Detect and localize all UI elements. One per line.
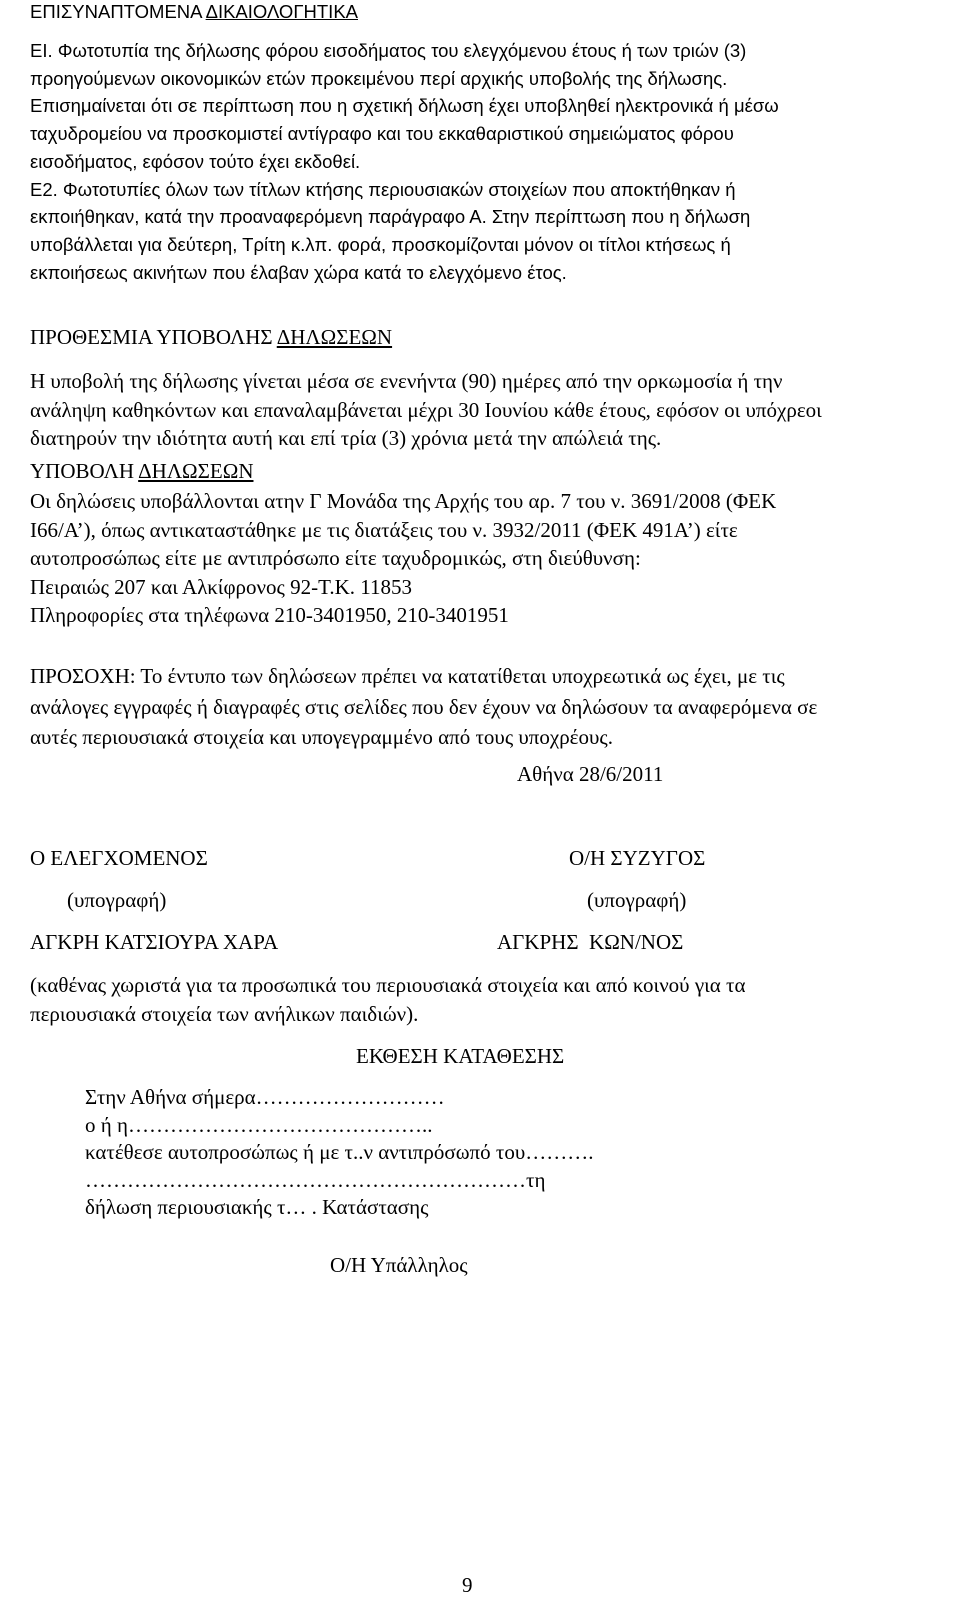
place-date: Αθήνα 28/6/2011	[517, 762, 664, 786]
submission-line: Ι66/Α’), όπως αντικαταστάθηκε με τις διατάξεις του ν. 3932/2011 (ΦΕΚ 491Α’) είτε	[30, 517, 738, 542]
notice-line: αυτές περιουσιακά στοιχεία και υπογεγραμμένο από τους υποχρέους.	[30, 725, 613, 749]
submission-line: Πληροφορίες στα τηλέφωνα 210-3401950, 210-3401951	[30, 603, 509, 627]
signature-note	[30, 971, 935, 1028]
deadline-heading-prefix: ΠΡΟΘΕΣΜΙΑ ΥΠΟΒΟΛΗΣ	[30, 325, 277, 349]
clerk-title: Ο/Η Υπάλληλος	[330, 1253, 468, 1277]
deposit-line: Στην Αθήνα σήμερα………………………	[85, 1085, 445, 1109]
page-number: 9	[462, 1573, 473, 1597]
deadline-text	[30, 367, 935, 453]
deadline-line: Η υποβολή της δήλωσης γίνεται μέσα σε ενενήντα (90) ημέρες από την ορκωμοσία ή την	[30, 369, 783, 393]
signature-left-role: Ο ΕΛΕΓΧΟΜΕΝΟΣ	[30, 846, 208, 870]
signature-right-name: ΑΓΚΡΗΣ ΚΩΝ/ΝΟΣ	[497, 930, 684, 954]
submission-line: Οι δηλώσεις υποβάλλονται ατην Γ Μονάδα της Αρχής του αρ. 7 του ν. 3691/2008 (ΦΕΚ	[30, 489, 777, 513]
deposit-line: δήλωση περιουσιακής τ… . Κατάστασης	[85, 1195, 429, 1219]
submission-line: Πειραιώς 207 και Αλκίφρονος 92-Τ.Κ. 11853	[30, 574, 412, 599]
attachment-line: ταχυδρομείου να προσκομιστεί αντίγραφο και του εκκαθαριστικού σημειώματος φόρου	[30, 123, 734, 145]
attachment-line: εισοδήματος, εφόσον τούτο έχει εκδοθεί.	[30, 150, 361, 172]
attachment-line: υποβάλλεται για δεύτερη, Τρίτη κ.λπ. φορά, προσκομίζονται μόνον οι τίτλοι κτήσεως ή	[30, 233, 731, 255]
attachments-title-underlined: ΔΙΚΑΙΟΛΟΓΗΤΙΚΑ	[205, 1, 358, 22]
submission-line: αυτοπροσώπως είτε με αντιπρόσωπο είτε ταχυδρομικώς, στη διεύθυνση:	[30, 546, 641, 570]
deposit-line: κατέθεσε αυτοπροσώπως ή με τ..ν αντιπρόσωπό του……….	[85, 1140, 594, 1164]
deadline-heading-underlined: ΔΗΛΩΣΕΩΝ	[276, 325, 393, 349]
notice-line: ΠΡΟΣΟΧΗ: Το έντυπο των δηλώσεων πρέπει να κατατίθεται υποχρεωτικά ως έχει, με τις	[30, 664, 785, 688]
submission-text	[30, 487, 935, 630]
deadline-line: ανάληψη καθηκόντων και επαναλαμβάνεται μέχρι 30 Ιουνίου κάθε έτους, εφόσον οι υπόχρεοι	[30, 397, 822, 422]
deadline-line: διατηρούν την ιδιότητα αυτή και επί τρία (3) χρόνια μετά την απώλειά της.	[30, 426, 662, 450]
deposit-line: ………………………………………………………τη	[85, 1167, 546, 1192]
deposit-heading: ΕΚΘΕΣΗ ΚΑΤΑΘΕΣΗΣ	[356, 1044, 565, 1068]
submission-heading-underlined: ΔΗΛΩΣΕΩΝ	[138, 459, 254, 483]
attachments-title	[30, 0, 935, 25]
deposit-line: ο ή η……………………………………..	[85, 1112, 433, 1137]
attachment-line: εκποιήθηκαν, κατά την προαναφερόμενη παράγραφο Α. Στην περίπτωση που η δήλωση	[30, 206, 751, 228]
signature-left-name: ΑΓΚΡΗ ΚΑΤΣΙΟΥΡΑ ΧΑΡΑ	[30, 930, 279, 954]
signature-right-label: (υπογραφή)	[587, 888, 687, 912]
attachment-line: ΕΙ. Φωτοτυπία της δήλωσης φόρου εισοδήματος του ελεγχόμενου έτους ή των τριών (3)	[30, 40, 747, 61]
attachment-line: Ε2. Φωτοτυπίες όλων των τίτλων κτήσης περιουσιακών στοιχείων που αποκτήθηκαν ή	[30, 178, 736, 200]
signature-note-line: περιουσιακά στοιχεία των ανήλικων παιδιών).	[30, 1001, 419, 1026]
notice-text	[30, 661, 935, 753]
notice-line: ανάλογες εγγραφές ή διαγραφές στις σελίδες που δεν έχουν να δηλώσουν τα αναφερόμενα σε	[30, 694, 818, 719]
attachment-line: εκποιήσεως ακινήτων που έλαβαν χώρα κατά το ελεγχόμενο έτος.	[30, 261, 567, 283]
signature-right-role: Ο/Η ΣΥΖΥΓΟΣ	[569, 846, 706, 870]
signature-note-line: (καθένας χωριστά για τα προσωπικά του περιουσιακά στοιχεία και από κοινού για τα	[30, 973, 746, 997]
attachment-line: προηγούμενων οικονομικών ετών προκειμένου περί αρχικής υποβολής της δήλωσης.	[30, 67, 728, 89]
attachments-list	[30, 37, 935, 286]
signature-left-label: (υπογραφή)	[67, 888, 167, 912]
submission-heading	[30, 458, 935, 485]
attachments-title-prefix: ΕΠΙΣΥΝΑΠΤΟΜΕΝΑ	[30, 1, 206, 22]
attachment-line: Επισημαίνεται ότι σε περίπτωση που η σχετική δήλωση έχει υποβληθεί ηλεκτρονικά ή μέσω	[30, 95, 779, 117]
deposit-form	[85, 1084, 593, 1222]
deadline-heading	[30, 324, 935, 351]
submission-heading-prefix: ΥΠΟΒΟΛΗ	[30, 459, 139, 483]
